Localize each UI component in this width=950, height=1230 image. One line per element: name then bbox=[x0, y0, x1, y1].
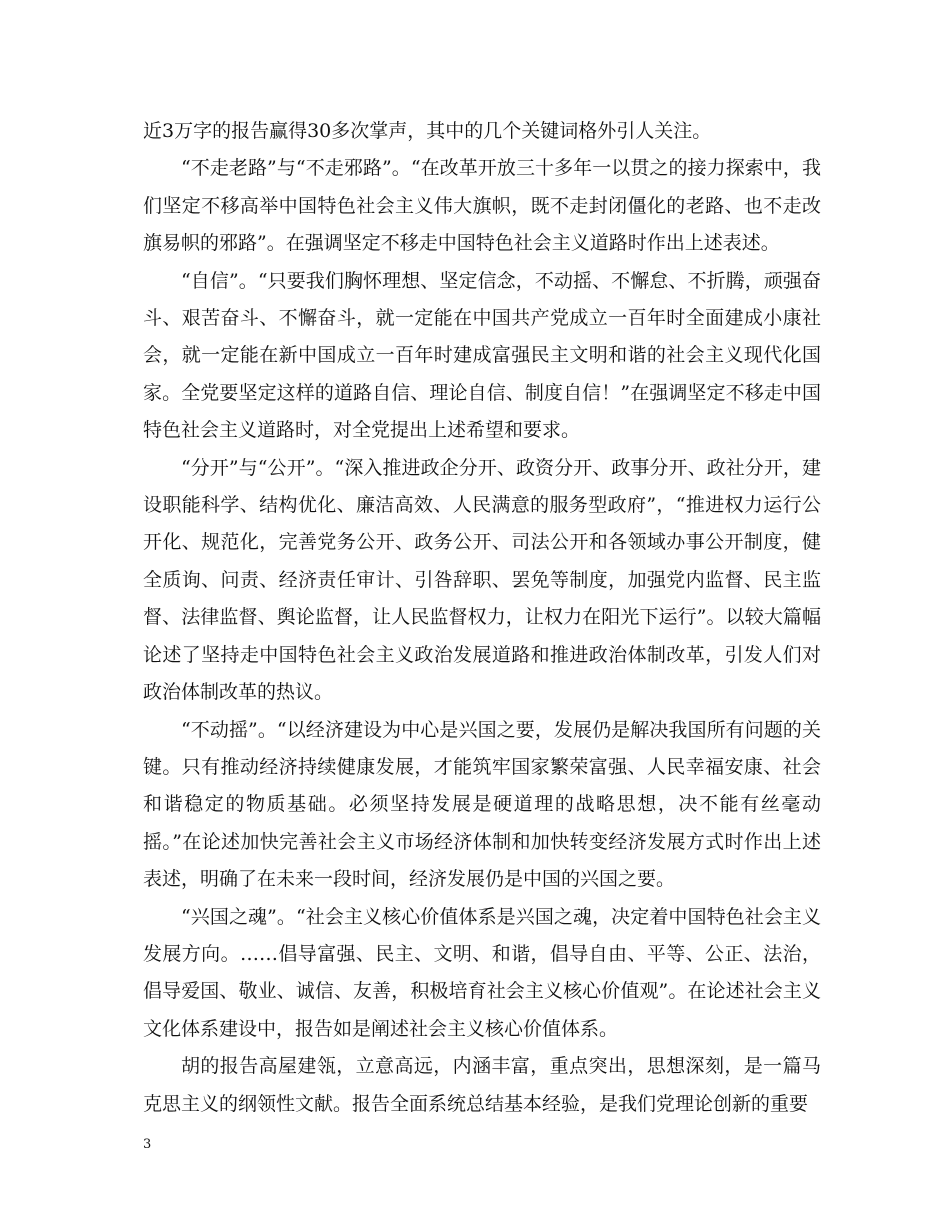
paragraph-continued: 近3万字的报告赢得30多次掌声，其中的几个关键词格外引人关注。 bbox=[143, 120, 712, 142]
paragraph-bu-dong-yao: “不动摇”。“以经济建设为中心是兴国之要，发展仍是解决我国所有问题的关键。只有推动经济持续健康发展，才能筑牢国家繁荣富强、人民幸福安康、社会和谐稳定的物质基础。必须坚持发展是硬道理的战略思想，决不能有丝毫动摇。”在论述加快完善社会主义市场经济体制和加快转变经济发展方式时作出上述表述，明确了在未来一段时间，经济发展仍是中国的兴国之要。 bbox=[143, 718, 821, 891]
body-text bbox=[143, 113, 821, 1123]
paragraph-xing-guo-zhi-hun: “兴国之魂”。“社会主义核心价值体系是兴国之魂，决定着中国特色社会主义发展方向。……倡导富强、民主、文明、和谐，倡导自由、平等、公正、法治，倡导爱国、敬业、诚信、友善，积极培育社会主义核心价值观”。在论述社会主义文化体系建设中，报告如是阐述社会主义核心价值体系。 bbox=[143, 905, 821, 1040]
paragraph-zi-xin: “自信”。“只要我们胸怀理想、坚定信念，不动摇、不懈怠、不折腾，顽强奋斗、艰苦奋斗、不懈奋斗，就一定能在中国共产党成立一百年时全面建成小康社会，就一定能在新中国成立一百年时建成富强民主文明和谐的社会主义现代化国家。全党要坚定这样的道路自信、理论自信、制度自信！”在强调坚定不移走中国特色社会主义道路时，对全党提出上述希望和要求。 bbox=[143, 269, 821, 442]
paragraph-fen-kai-gong-kai: “分开”与“公开”。“深入推进政企分开、政资分开、政事分开、政社分开，建设职能科学、结构优化、廉洁高效、人民满意的服务型政府”，“推进权力运行公开化、规范化，完善党务公开、政务公开、司法公开和各领域办事公开制度，健全质询、问责、经济责任审计、引咎辞职、罢免等制度，加强党内监督、民主监督、法律监督、舆论监督，让人民监督权力，让权力在阳光下运行”。以较大篇幅论述了坚持走中国特色社会主义政治发展道路和推进政治体制改革，引发人们对政治体制改革的热议。 bbox=[143, 456, 821, 704]
paragraph-bu-zou-lao-lu: “不走老路”与“不走邪路”。“在改革开放三十多年一以贯之的接力探索中，我们坚定不移高举中国特色社会主义伟大旗帜，既不走封闭僵化的老路、也不走改旗易帜的邪路”。在强调坚定不移走中国特色社会主义道路时作出上述表述。 bbox=[143, 157, 821, 255]
paragraph-summary: 胡的报告高屋建瓴，立意高远，内涵丰富，重点突出，思想深刻，是一篇马克思主义的纲领性文献。报告全面系统总结基本经验，是我们党理论创新的重要 bbox=[143, 1055, 821, 1115]
page-number: 3 bbox=[143, 1137, 152, 1152]
